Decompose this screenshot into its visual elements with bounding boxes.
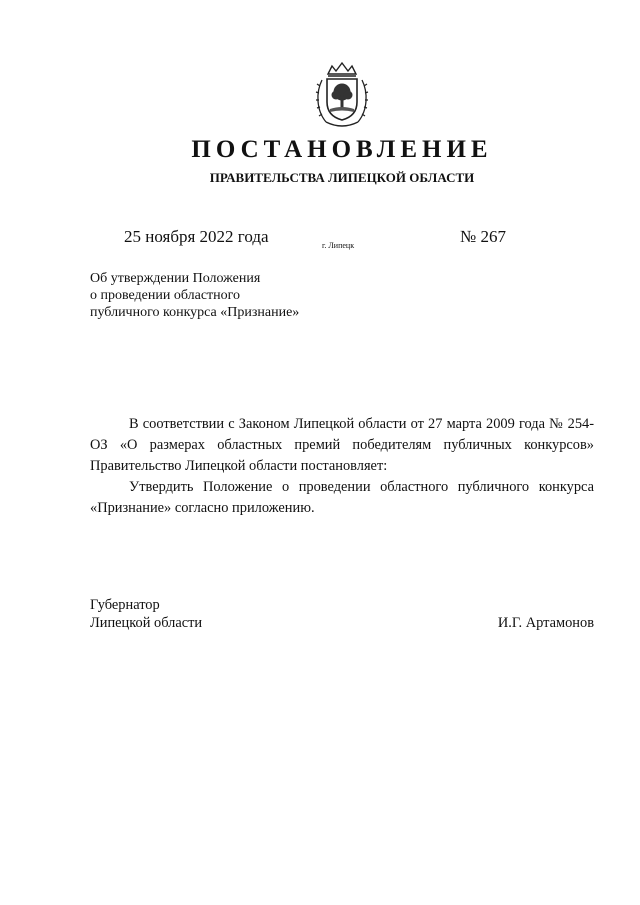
issuing-authority: ПРАВИТЕЛЬСТВА ЛИПЕЦКОЙ ОБЛАСТИ xyxy=(209,170,475,185)
document-date: 25 ноября 2022 года xyxy=(124,227,269,246)
subject-line: Об утверждении Положения xyxy=(90,271,261,286)
document-title: ПОСТАНОВЛЕНИЕ xyxy=(191,136,493,163)
document-city: г. Липецк xyxy=(322,241,355,250)
document-number: № 267 xyxy=(460,227,506,246)
signatory-region: Липецкой области xyxy=(90,615,203,631)
body-paragraph: Утвердить Положение о проведении областного публичного конкурса «Признание» согласно приложению. xyxy=(90,479,594,516)
lipetsk-coat-of-arms-icon xyxy=(314,60,370,130)
subject-line: публичного конкурса «Признание» xyxy=(90,305,300,320)
signatory-position: Губернатор xyxy=(90,597,160,613)
document-subject xyxy=(90,270,390,321)
signature-block xyxy=(90,596,594,632)
document-body xyxy=(90,414,594,519)
body-paragraph: В соответствии с Законом Липецкой области от 27 марта 2009 года № 254-ОЗ «О размерах областных премий победителям публичных конкурсов» Правительство Липецкой области постановляет: xyxy=(90,416,594,474)
signatory-name: И.Г. Артамонов xyxy=(497,615,594,631)
subject-line: о проведении областного xyxy=(90,288,241,303)
